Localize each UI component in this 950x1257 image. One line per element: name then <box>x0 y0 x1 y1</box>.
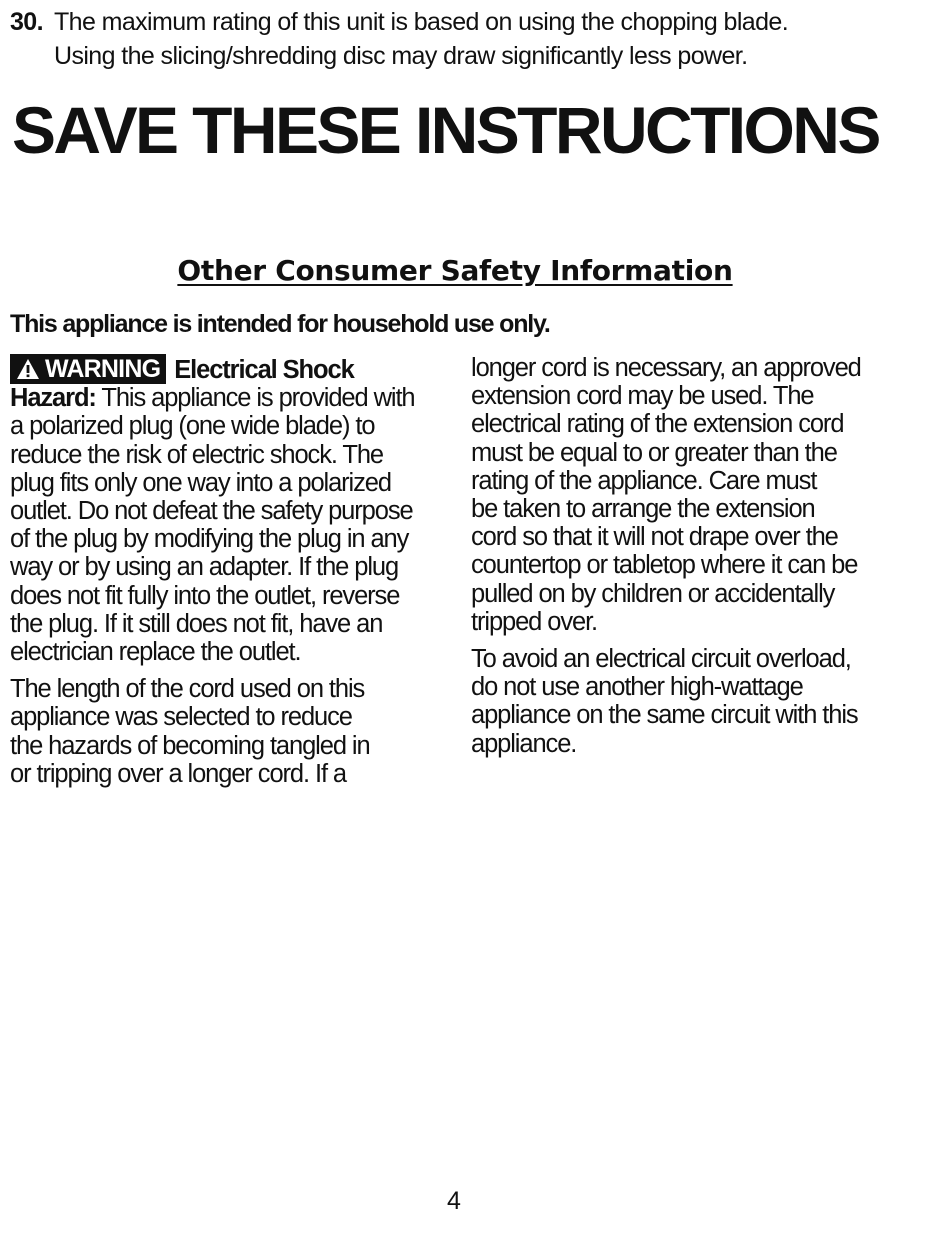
warning-line: electrician replace the outlet. <box>10 638 301 667</box>
left-column <box>10 354 450 788</box>
cord-paragraph-line: electrical rating of the extension cord <box>471 410 844 439</box>
cord-paragraph-line: or tripping over a longer cord. If a <box>10 759 347 788</box>
overload-paragraph-line: do not use another high-wattage <box>471 673 803 702</box>
warning-line: outlet. Do not defeat the safety purpose <box>10 497 413 526</box>
household-use-note: This appliance is intended for household use only. <box>10 310 550 338</box>
warning-line: plug fits only one way into a polarized <box>10 468 391 497</box>
cord-paragraph-line: the hazards of becoming tangled in <box>10 731 370 760</box>
cord-paragraph-line: The length of the cord used on this <box>10 675 365 704</box>
page-number: 4 <box>447 1187 461 1215</box>
warning-line: reduce the risk of electric shock. The <box>10 440 383 469</box>
cord-paragraph-line: countertop or tabletop where it can be <box>471 551 858 580</box>
cord-paragraph-line: must be equal to or greater than the <box>471 438 837 467</box>
cord-paragraph-line: extension cord may be used. The <box>471 382 814 411</box>
cord-paragraph-line: appliance was selected to reduce <box>10 703 352 732</box>
cord-paragraph-line: rating of the appliance. Care must <box>471 466 817 495</box>
right-column <box>471 354 901 758</box>
item-30-line-1: The maximum rating of this unit is based on using the chopping blade. <box>54 8 789 36</box>
warning-heading-line <box>10 354 450 384</box>
warning-triangle-icon <box>16 358 40 380</box>
cord-paragraph-line: tripped over. <box>471 607 598 636</box>
overload-paragraph-line: To avoid an electrical circuit overload, <box>471 645 851 674</box>
cord-paragraph-line: longer cord is necessary, an approved <box>471 354 861 382</box>
warning-line: the plug. If it still does not fit, have an <box>10 609 383 638</box>
warning-line: does not fit fully into the outlet, reverse <box>10 581 400 610</box>
warning-line: of the plug by modifying the plug in any <box>10 525 409 554</box>
warning-badge <box>10 354 166 384</box>
save-instructions-title: SAVE THESE INSTRUCTIONS <box>12 93 879 167</box>
cord-paragraph-line: pulled on by children or accidentally <box>471 579 835 608</box>
item-number: 30. <box>10 8 43 36</box>
overload-paragraph-line: appliance. <box>471 729 577 758</box>
cord-paragraph-line: be taken to arrange the extension <box>471 495 815 524</box>
cord-paragraph-line: cord so that it will not drape over the <box>471 523 838 552</box>
warning-heading-part1: Electrical Shock <box>174 356 354 384</box>
warning-heading-part2: Hazard: <box>10 384 96 413</box>
warning-line: a polarized plug (one wide blade) to <box>10 412 375 441</box>
warning-line: way or by using an adapter. If the plug <box>10 553 399 582</box>
warning-badge-label: WARNING <box>45 354 161 383</box>
overload-paragraph-line: appliance on the same circuit with this <box>471 701 858 730</box>
warning-line <box>10 384 450 412</box>
item-30-line-2: Using the slicing/shredding disc may draw significantly less power. <box>54 42 748 70</box>
warning-first-line-text: This appliance is provided with <box>95 384 415 413</box>
section-heading: Other Consumer Safety Information <box>177 254 733 287</box>
